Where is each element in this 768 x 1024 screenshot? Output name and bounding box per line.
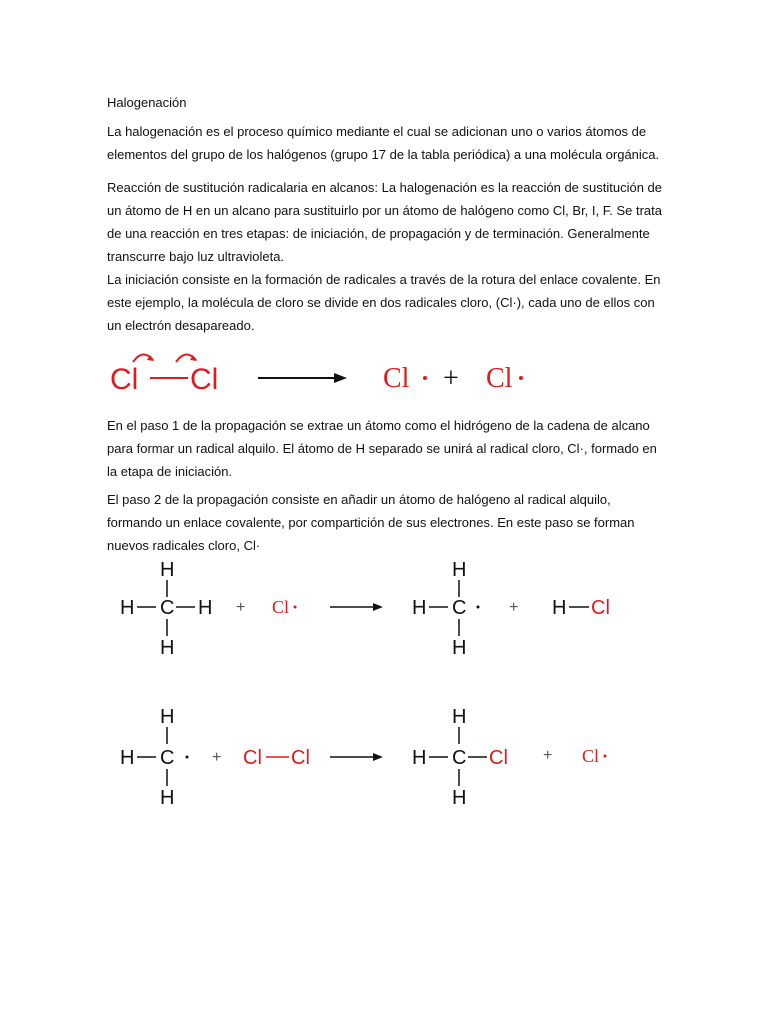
chlorine-atom: Cl xyxy=(190,363,219,396)
chlorine-atom: Cl xyxy=(110,363,139,396)
radical-dot xyxy=(477,606,480,609)
chlorine-atom: Cl xyxy=(591,597,610,619)
radical-dot xyxy=(294,606,297,609)
carbon-atom: C xyxy=(160,747,175,769)
radical-dot xyxy=(423,376,427,380)
paragraph-propagation-step1: En el paso 1 de la propagación se extrae un átomo como el hidrógeno de la cadena de alcano para formar un radical alquilo. El átomo de H separado se unirá al radical cloro, Cl·, formado en la etapa de iniciación. xyxy=(107,418,657,479)
initiation-reaction-diagram xyxy=(0,340,768,410)
paragraph-intro: La halogenación es el proceso químico mediante el cual se adicionan uno o varios átomos de elementos del grupo de los halógenos (grupo 17 de la tabla periódica) a una molécula orgánica. xyxy=(107,124,660,162)
chlorine-radical-label: Cl xyxy=(272,597,290,617)
hydrogen-atom: H xyxy=(160,706,175,728)
hydrogen-atom: H xyxy=(412,747,427,769)
hydrogen-atom: H xyxy=(120,597,135,619)
chlorine-radical-label: Cl xyxy=(486,363,513,394)
carbon-atom: C xyxy=(452,747,467,769)
plus-sign: + xyxy=(543,747,553,764)
propagation-step1-diagram xyxy=(0,555,768,665)
chlorine-atom: Cl xyxy=(489,747,508,769)
plus-sign: + xyxy=(443,363,459,394)
plus-sign: + xyxy=(509,599,519,616)
chlorine-atom: Cl xyxy=(243,747,262,769)
hydrogen-atom: H xyxy=(452,637,467,659)
hydrogen-atom: H xyxy=(412,597,427,619)
radical-dot xyxy=(604,755,607,758)
hydrogen-atom: H xyxy=(120,747,135,769)
hydrogen-atom: H xyxy=(160,637,175,659)
chlorine-radical-label: Cl xyxy=(582,746,600,766)
paragraph-initiation: La iniciación consiste en la formación de radicales a través de la rotura del enlace covalente. En este ejemplo, la molécula de cloro se divide en dos radicales cloro, (Cl·), cada uno de ellos con un electrón desapareado. xyxy=(107,272,661,333)
hydrogen-atom: H xyxy=(452,706,467,728)
plus-sign: + xyxy=(236,599,246,616)
hydrogen-atom: H xyxy=(552,597,567,619)
propagation-step2-diagram xyxy=(0,702,768,812)
paragraph-substitution: Reacción de sustitución radicalaria en alcanos: La halogenación es la reacción de sustitución de un átomo de H en un alcano para sustituirlo por un átomo de halógeno como Cl, Br, I, F. Se trata de una reacción en tres etapas: de iniciación, de propagación y de terminación. Generalmente transcurre bajo luz ultravioleta. xyxy=(107,180,663,264)
hydrogen-atom: H xyxy=(160,787,175,809)
radical-dot xyxy=(186,756,189,759)
document-title: Halogenación xyxy=(107,95,187,110)
chlorine-atom: Cl xyxy=(291,747,310,769)
hydrogen-atom: H xyxy=(160,559,175,581)
plus-sign: + xyxy=(212,749,222,766)
hydrogen-atom: H xyxy=(452,787,467,809)
paragraph-propagation-step2: El paso 2 de la propagación consiste en añadir un átomo de halógeno al radical alquilo, formando un enlace covalente, por compartición de sus electrones. En este paso se forman nuevos radicales cloro, Cl· xyxy=(107,492,635,553)
hydrogen-atom: H xyxy=(452,559,467,581)
radical-dot xyxy=(519,376,523,380)
hydrogen-atom: H xyxy=(198,597,213,619)
carbon-atom: C xyxy=(160,597,175,619)
carbon-atom: C xyxy=(452,597,467,619)
chlorine-radical-label: Cl xyxy=(383,363,410,394)
